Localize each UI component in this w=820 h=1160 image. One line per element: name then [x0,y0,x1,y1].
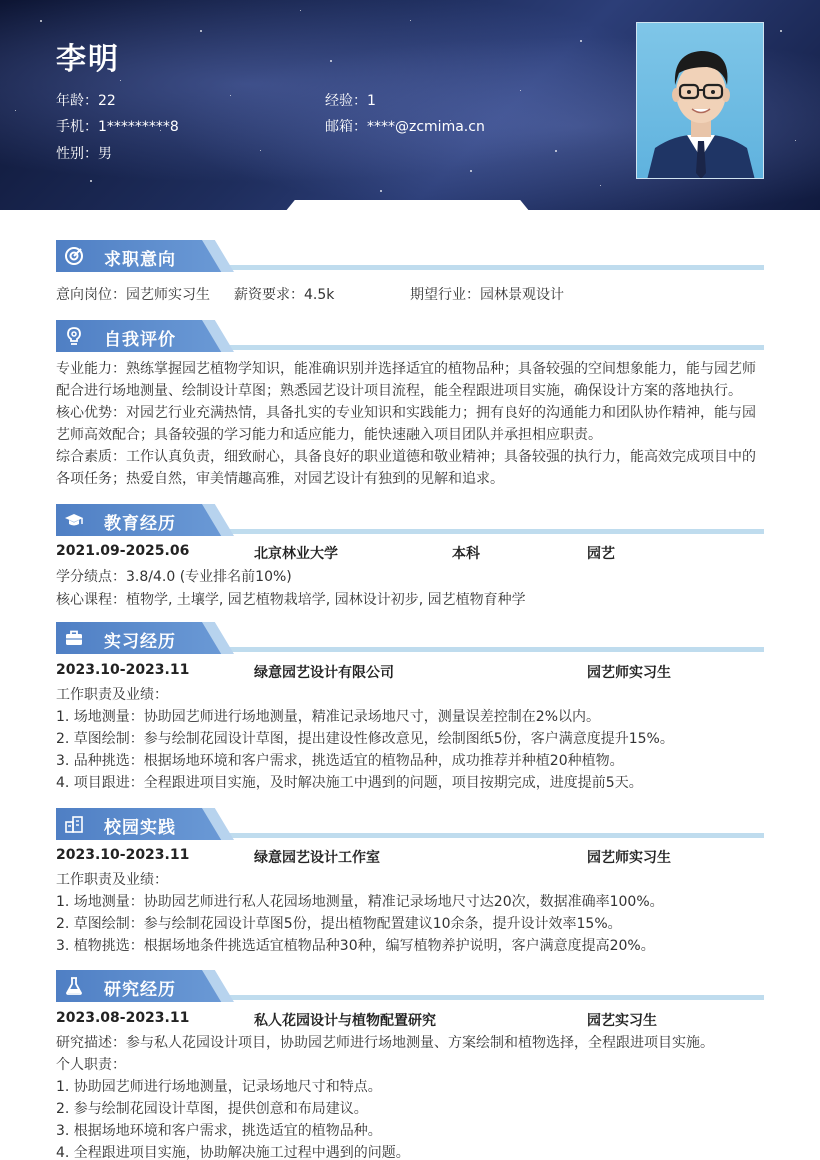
building-icon [64,814,84,834]
experience-info [325,90,376,110]
phone-info [56,116,179,136]
intent-position-label: 意向岗位： [56,287,126,303]
email-value: ****@zcmima.cn [367,119,485,135]
section-header-intent [56,240,764,272]
education-gpa: 学分绩点：3.8/4.0 (专业排名前10%) [56,569,292,585]
education-major: 园艺 [587,546,615,562]
internship-company: 绿意园艺设计有限公司 [254,665,394,681]
research-heading: 个人职责： [56,1057,126,1073]
section-header-self [56,320,764,352]
header-notch [285,200,530,210]
research-role: 园艺实习生 [587,1013,657,1029]
section-title-self: 自我评价 [104,330,176,350]
section-header-education [56,504,764,536]
research-description: 研究描述：参与私人花园设计项目，协助园艺师进行场地测量、方案绘制和植物选择，全程跟进项目实施。 [56,1035,714,1051]
target-icon [64,246,84,266]
self-evaluation [56,358,766,490]
age-info [56,90,116,110]
section-header-campus [56,808,764,840]
section-title-internship: 实习经历 [104,632,176,652]
research-period: 2023.08-2023.11 [56,1010,190,1026]
campus-item: 2. 草图绘制：参与绘制花园设计草图5份，提出植物配置建议10余条，提升设计效率15%。 [56,916,622,932]
education-degree: 本科 [452,546,480,562]
internship-heading: 工作职责及业绩： [56,687,168,703]
internship-period: 2023.10-2023.11 [56,662,190,678]
intent-industry-value: 园林景观设计 [480,287,564,303]
lightbulb-icon [64,326,84,346]
research-item: 3. 根据场地环境和客户需求，挑选适宜的植物品种。 [56,1123,382,1139]
education-school: 北京林业大学 [254,546,338,562]
phone-label: 手机： [56,119,98,135]
experience-value: 1 [367,93,376,109]
campus-item: 3. 植物挑选：根据场地条件挑选适宜植物品种30种，编写植物养护说明，客户满意度提高20%。 [56,938,655,954]
section-header-internship [56,622,764,654]
gender-value: 男 [98,146,112,162]
education-period: 2021.09-2025.06 [56,543,190,559]
research-item: 2. 参与绘制花园设计草图，提供创意和布局建议。 [56,1101,368,1117]
flask-icon [64,976,84,996]
intent-salary-label: 薪资要求： [234,287,304,303]
avatar [636,22,764,179]
graduation-cap-icon [64,510,84,530]
self-eval-professional: 专业能力：熟练掌握园艺植物学知识，能准确识别并选择适宜的植物品种；具备较强的空间想象能力，能与园艺师配合进行场地测量、绘制设计草图；熟悉园艺设计项目流程，能全程跟进项目实施，确保设计方案的落地执行。 [56,361,756,399]
section-title-intent: 求职意向 [104,250,176,270]
intent-salary-value: 4.5k [304,287,335,303]
section-header-research [56,970,764,1002]
age-label: 年龄： [56,93,98,109]
campus-heading: 工作职责及业绩： [56,872,168,888]
research-item: 4. 全程跟进项目实施，协助解决施工过程中遇到的问题。 [56,1145,410,1160]
gender-info [56,143,112,163]
education-courses: 核心课程：植物学, 土壤学, 园艺植物栽培学, 园林设计初步, 园艺植物育种学 [56,592,526,608]
intent-position-value: 园艺师实习生 [126,287,210,303]
gender-label: 性别： [56,146,98,162]
avatar-portrait-icon [637,23,764,179]
campus-role: 园艺师实习生 [587,850,671,866]
internship-details [56,684,766,794]
campus-period: 2023.10-2023.11 [56,847,190,863]
intent-industry-label: 期望行业： [410,287,480,303]
intent-position [56,284,210,304]
email-info [325,116,485,136]
briefcase-icon [64,628,84,648]
campus-details [56,869,766,957]
candidate-name: 李明 [56,42,120,77]
internship-item: 1. 场地测量：协助园艺师进行场地测量，精准记录场地尺寸，测量误差控制在2%以内。 [56,709,601,725]
research-item: 1. 协助园艺师进行场地测量，记录场地尺寸和特点。 [56,1079,382,1095]
self-eval-strengths: 核心优势：对园艺行业充满热情，具备扎实的专业知识和实践能力；拥有良好的沟通能力和团队协作精神，能与园艺师高效配合；具备较强的学习能力和适应能力，能快速融入项目团队并承担相应职责。 [56,405,756,443]
research-project: 私人花园设计与植物配置研究 [254,1013,436,1029]
section-title-education: 教育经历 [104,514,176,534]
intent-salary [234,284,334,304]
experience-label: 经验： [325,93,367,109]
phone-value: 1*********8 [98,119,179,135]
internship-item: 3. 品种挑选：根据场地环境和客户需求，挑选适宜的植物品种，成功推荐并种植20种植物。 [56,753,624,769]
research-details [56,1032,766,1160]
campus-item: 1. 场地测量：协助园艺师进行私人花园场地测量，精准记录场地尺寸达20次，数据准确率100%。 [56,894,664,910]
section-title-research: 研究经历 [104,980,176,1000]
campus-org: 绿意园艺设计工作室 [254,850,380,866]
internship-item: 2. 草图绘制：参与绘制花园设计草图，提出建设性修改意见，绘制图纸5份，客户满意度提升15%。 [56,731,674,747]
internship-item: 4. 项目跟进：全程跟进项目实施，及时解决施工中遇到的问题，项目按期完成，进度提前5天。 [56,775,643,791]
age-value: 22 [98,93,116,109]
intent-industry [410,284,564,304]
email-label: 邮箱： [325,119,367,135]
self-eval-quality: 综合素质：工作认真负责，细致耐心，具备良好的职业道德和敬业精神；具备较强的执行力，能高效完成项目中的各项任务；热爱自然，审美情趣高雅，对园艺设计有独到的见解和追求。 [56,449,756,487]
internship-role: 园艺师实习生 [587,665,671,681]
section-title-campus: 校园实践 [104,818,176,838]
